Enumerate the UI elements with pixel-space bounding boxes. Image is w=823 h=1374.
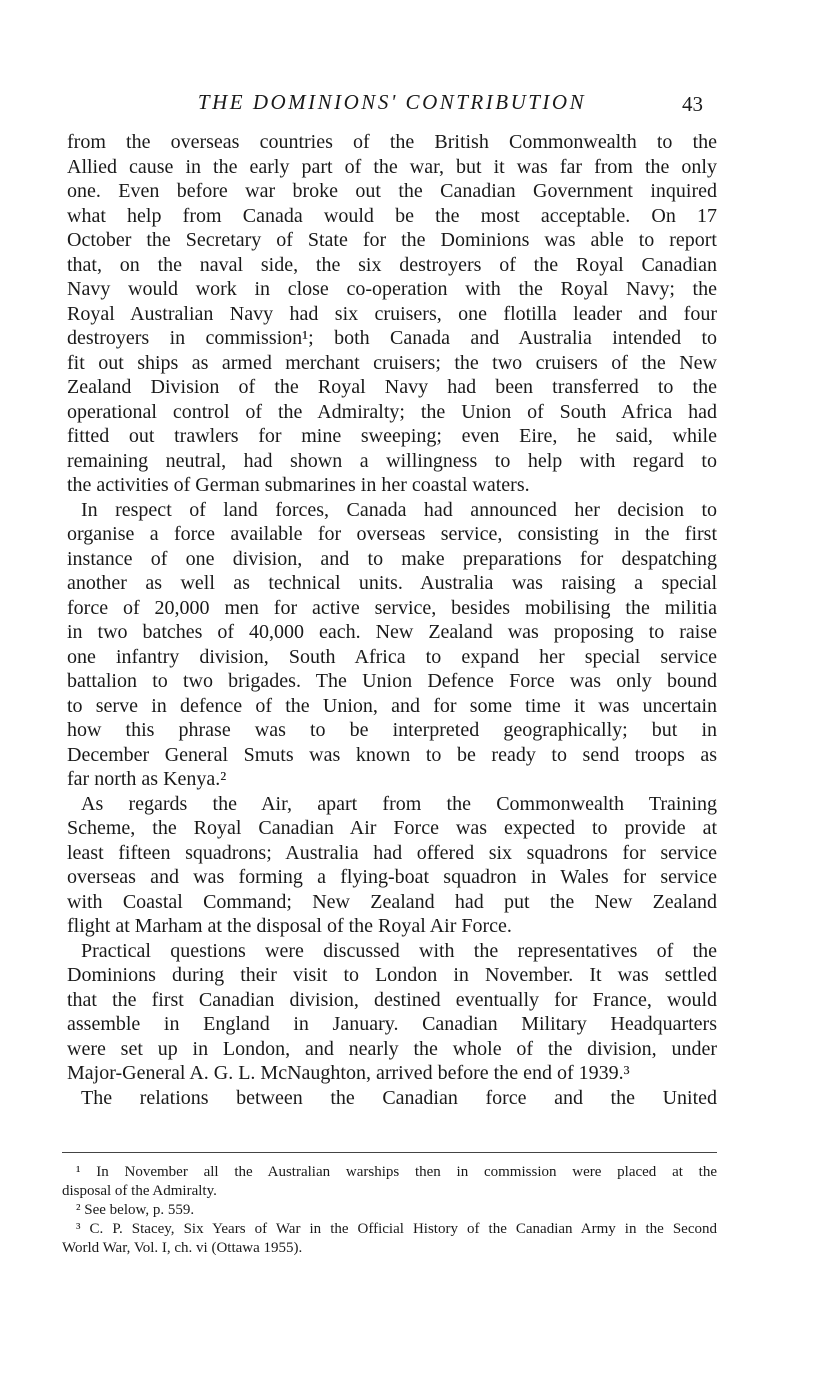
text-line: In respect of land forces, Canada had announced her decision to <box>81 498 717 521</box>
text-line: with Coastal Command; New Zealand had put the New Zealand <box>67 890 717 913</box>
text-line: the activities of German submarines in her coastal waters. <box>67 474 530 496</box>
paragraph <box>67 498 717 792</box>
paragraph <box>67 792 717 939</box>
text-line: force of 20,000 men for active service, besides mobilising the militia <box>67 596 717 619</box>
page-number: 43 <box>682 92 703 116</box>
text-line: one. Even before war broke out the Canadian Government inquired <box>67 180 717 202</box>
page-header <box>67 90 717 120</box>
footnote-line: World War, Vol. I, ch. vi (Ottawa 1955). <box>62 1240 303 1256</box>
text-line: were set up in London, and nearly the whole of the division, under <box>67 1037 717 1060</box>
text-line: Royal Australian Navy had six cruisers, one flotilla leader and four <box>67 302 717 325</box>
text-line: Allied cause in the early part of the war, but it was far from the only <box>67 155 717 178</box>
footnotes <box>62 1163 717 1258</box>
text-line: flight at Marham at the disposal of the Royal Air Force. <box>67 915 512 937</box>
footnote <box>62 1201 717 1220</box>
text-line: what help from Canada would be the most acceptable. On 17 <box>67 204 717 227</box>
text-line: fitted out trawlers for mine sweeping; even Eire, he said, while <box>67 425 717 447</box>
text-line: remaining neutral, had shown a willingness to help with regard to <box>67 449 717 472</box>
text-line: Dominions during their visit to London in November. It was settled <box>67 964 717 986</box>
paragraph <box>67 1086 717 1111</box>
text-line: As regards the Air, apart from the Commonwealth Training <box>81 792 717 815</box>
footnote-line: ¹ In November all the Australian warships then in commission were placed at the <box>76 1164 717 1180</box>
footnote-line: disposal of the Admiralty. <box>62 1183 217 1199</box>
text-line: that the first Canadian division, destined eventually for France, would <box>67 988 717 1011</box>
footnote <box>62 1220 717 1258</box>
running-title: THE DOMINIONS' CONTRIBUTION <box>197 90 587 114</box>
text-line: Zealand Division of the Royal Navy had been transferred to the <box>67 376 717 398</box>
text-line: battalion to two brigades. The Union Defence Force was only bound <box>67 670 717 692</box>
text-line: far north as Kenya.² <box>67 768 227 790</box>
text-line: The relations between the Canadian force and the United <box>81 1086 717 1109</box>
text-line: Navy would work in close co-operation with the Royal Navy; the <box>67 278 717 300</box>
text-line: Scheme, the Royal Canadian Air Force was expected to provide at <box>67 817 717 839</box>
footnote <box>62 1163 717 1201</box>
text-line: operational control of the Admiralty; the Union of South Africa had <box>67 400 717 423</box>
text-line: December General Smuts was known to be ready to send troops as <box>67 743 717 766</box>
text-line: least fifteen squadrons; Australia had offered six squadrons for service <box>67 841 717 864</box>
text-line: organise a force available for overseas service, consisting in the first <box>67 523 717 545</box>
text-line: October the Secretary of State for the Dominions was able to report <box>67 229 717 251</box>
text-line: in two batches of 40,000 each. New Zealand was proposing to raise <box>67 621 717 643</box>
footnote-divider <box>62 1152 717 1153</box>
text-line: to serve in defence of the Union, and for some time it was uncertain <box>67 694 717 717</box>
text-line: from the overseas countries of the British Commonwealth to the <box>67 131 717 153</box>
text-line: Major-General A. G. L. McNaughton, arrived before the end of 1939.³ <box>67 1062 630 1084</box>
paragraph <box>67 130 717 498</box>
text-line: one infantry division, South Africa to expand her special service <box>67 645 717 668</box>
text-line: fit out ships as armed merchant cruisers; the two cruisers of the New <box>67 351 717 374</box>
text-line: Practical questions were discussed with the representatives of the <box>81 939 717 962</box>
text-line: destroyers in commission¹; both Canada and Australia intended to <box>67 327 717 349</box>
paragraph <box>67 939 717 1086</box>
text-line: that, on the naval side, the six destroyers of the Royal Canadian <box>67 253 717 276</box>
footnote-line: ³ C. P. Stacey, Six Years of War in the Official History of the Canadian Army in the Second <box>76 1221 717 1237</box>
text-line: another as well as technical units. Australia was raising a special <box>67 572 717 594</box>
text-line: overseas and was forming a flying-boat squadron in Wales for service <box>67 866 717 888</box>
text-line: assemble in England in January. Canadian Military Headquarters <box>67 1013 717 1035</box>
body-text <box>67 130 717 1110</box>
footnote-line: ² See below, p. 559. <box>76 1202 195 1218</box>
text-line: instance of one division, and to make preparations for despatching <box>67 547 717 570</box>
text-line: how this phrase was to be interpreted geographically; but in <box>67 719 717 741</box>
